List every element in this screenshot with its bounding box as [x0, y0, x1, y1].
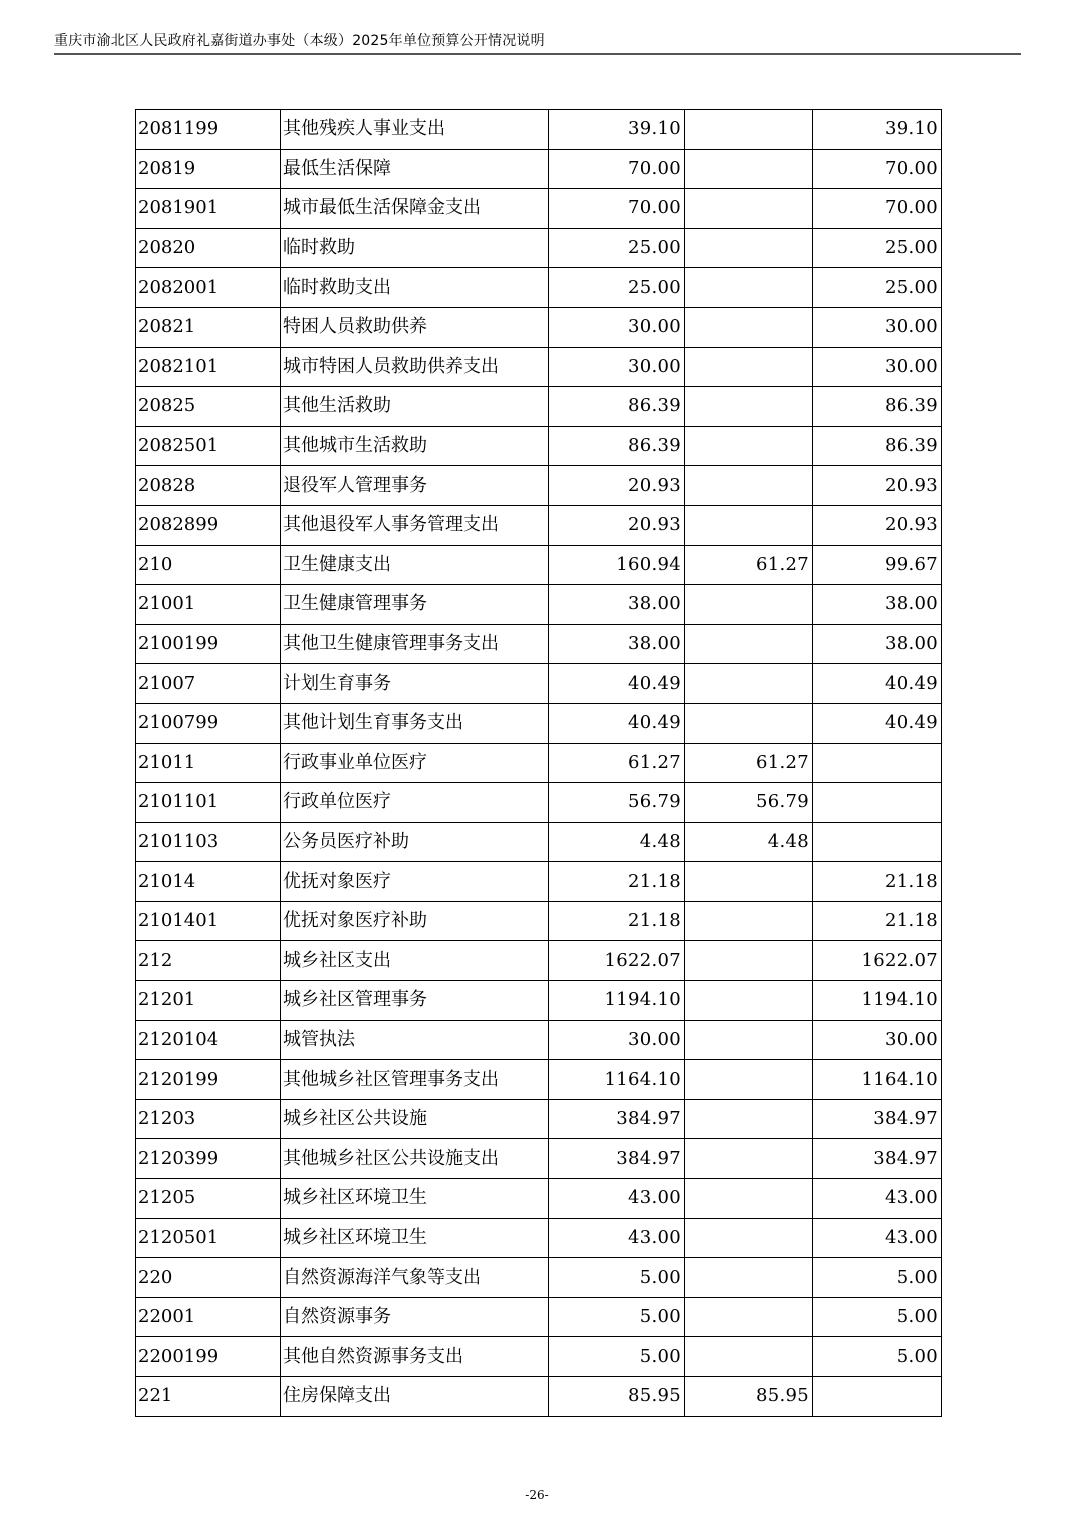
- total-amount-cell: 38.00: [549, 585, 685, 625]
- function-code-cell: 21007: [136, 664, 281, 704]
- table-row: [136, 1099, 942, 1139]
- function-code-cell: 2081901: [136, 189, 281, 229]
- project-expenditure-cell: 30.00: [813, 307, 942, 347]
- function-code-cell: 21014: [136, 862, 281, 902]
- total-amount-cell: 43.00: [549, 1218, 685, 1258]
- project-expenditure-cell: 99.67: [813, 545, 942, 585]
- header-divider: [54, 53, 1021, 55]
- basic-expenditure-cell: [685, 268, 813, 308]
- page-header-title: 重庆市渝北区人民政府礼嘉街道办事处（本级）2025年单位预算公开情况说明: [54, 33, 545, 49]
- basic-expenditure-cell: 85.95: [685, 1377, 813, 1417]
- table-row: [136, 149, 942, 189]
- total-amount-cell: 39.10: [549, 110, 685, 150]
- project-expenditure-cell: [813, 1377, 942, 1417]
- table-row: [136, 981, 942, 1021]
- project-expenditure-cell: 5.00: [813, 1337, 942, 1377]
- total-amount-cell: 20.93: [549, 466, 685, 506]
- table-row: [136, 901, 942, 941]
- function-name-cell: 其他自然资源事务支出: [281, 1337, 549, 1377]
- table-row: [136, 1337, 942, 1377]
- total-amount-cell: 30.00: [549, 1020, 685, 1060]
- total-amount-cell: 25.00: [549, 268, 685, 308]
- total-amount-cell: 40.49: [549, 703, 685, 743]
- function-name-cell: 行政单位医疗: [281, 783, 549, 823]
- function-name-cell: 城管执法: [281, 1020, 549, 1060]
- project-expenditure-cell: 70.00: [813, 189, 942, 229]
- project-expenditure-cell: 1194.10: [813, 981, 942, 1021]
- basic-expenditure-cell: 61.27: [685, 545, 813, 585]
- function-name-cell: 临时救助支出: [281, 268, 549, 308]
- project-expenditure-cell: 30.00: [813, 347, 942, 387]
- function-code-cell: 21201: [136, 981, 281, 1021]
- project-expenditure-cell: 30.00: [813, 1020, 942, 1060]
- function-name-cell: 计划生育事务: [281, 664, 549, 704]
- function-name-cell: 城乡社区环境卫生: [281, 1179, 549, 1219]
- budget-table: [135, 109, 942, 1417]
- function-code-cell: 2100199: [136, 624, 281, 664]
- basic-expenditure-cell: [685, 307, 813, 347]
- function-code-cell: 210: [136, 545, 281, 585]
- basic-expenditure-cell: 56.79: [685, 783, 813, 823]
- project-expenditure-cell: 43.00: [813, 1179, 942, 1219]
- function-code-cell: 2120104: [136, 1020, 281, 1060]
- function-name-cell: 自然资源事务: [281, 1297, 549, 1337]
- project-expenditure-cell: 86.39: [813, 387, 942, 427]
- total-amount-cell: 1622.07: [549, 941, 685, 981]
- basic-expenditure-cell: [685, 1099, 813, 1139]
- project-expenditure-cell: 40.49: [813, 703, 942, 743]
- total-amount-cell: 4.48: [549, 822, 685, 862]
- table-row: [136, 466, 942, 506]
- project-expenditure-cell: 384.97: [813, 1099, 942, 1139]
- basic-expenditure-cell: [685, 1139, 813, 1179]
- function-name-cell: 住房保障支出: [281, 1377, 549, 1417]
- total-amount-cell: 5.00: [549, 1297, 685, 1337]
- table-row: [136, 1139, 942, 1179]
- table-row: [136, 110, 942, 150]
- project-expenditure-cell: [813, 743, 942, 783]
- total-amount-cell: 384.97: [549, 1099, 685, 1139]
- table-row: [136, 703, 942, 743]
- function-code-cell: 22001: [136, 1297, 281, 1337]
- function-name-cell: 城市最低生活保障金支出: [281, 189, 549, 229]
- total-amount-cell: 70.00: [549, 189, 685, 229]
- table-row: [136, 1258, 942, 1298]
- function-name-cell: 最低生活保障: [281, 149, 549, 189]
- basic-expenditure-cell: [685, 862, 813, 902]
- project-expenditure-cell: 21.18: [813, 901, 942, 941]
- table-row: [136, 347, 942, 387]
- basic-expenditure-cell: [685, 1020, 813, 1060]
- total-amount-cell: 70.00: [549, 149, 685, 189]
- basic-expenditure-cell: [685, 347, 813, 387]
- function-name-cell: 临时救助: [281, 228, 549, 268]
- project-expenditure-cell: 40.49: [813, 664, 942, 704]
- project-expenditure-cell: [813, 783, 942, 823]
- table-row: [136, 189, 942, 229]
- project-expenditure-cell: 5.00: [813, 1297, 942, 1337]
- function-name-cell: 优抚对象医疗补助: [281, 901, 549, 941]
- table-row: [136, 743, 942, 783]
- basic-expenditure-cell: 4.48: [685, 822, 813, 862]
- function-name-cell: 行政事业单位医疗: [281, 743, 549, 783]
- function-code-cell: 2082899: [136, 505, 281, 545]
- basic-expenditure-cell: [685, 505, 813, 545]
- basic-expenditure-cell: [685, 1060, 813, 1100]
- function-code-cell: 20828: [136, 466, 281, 506]
- function-code-cell: 21011: [136, 743, 281, 783]
- project-expenditure-cell: 25.00: [813, 228, 942, 268]
- table-row: [136, 664, 942, 704]
- total-amount-cell: 5.00: [549, 1337, 685, 1377]
- function-name-cell: 其他生活救助: [281, 387, 549, 427]
- total-amount-cell: 30.00: [549, 307, 685, 347]
- function-code-cell: 2101103: [136, 822, 281, 862]
- function-name-cell: 自然资源海洋气象等支出: [281, 1258, 549, 1298]
- basic-expenditure-cell: [685, 426, 813, 466]
- function-code-cell: 2120501: [136, 1218, 281, 1258]
- table-row: [136, 1377, 942, 1417]
- total-amount-cell: 21.18: [549, 901, 685, 941]
- project-expenditure-cell: 70.00: [813, 149, 942, 189]
- function-code-cell: 220: [136, 1258, 281, 1298]
- total-amount-cell: 43.00: [549, 1179, 685, 1219]
- function-name-cell: 城乡社区支出: [281, 941, 549, 981]
- basic-expenditure-cell: [685, 1179, 813, 1219]
- function-name-cell: 其他退役军人事务管理支出: [281, 505, 549, 545]
- function-name-cell: 特困人员救助供养: [281, 307, 549, 347]
- function-name-cell: 其他城乡社区管理事务支出: [281, 1060, 549, 1100]
- function-code-cell: 2082101: [136, 347, 281, 387]
- table-row: [136, 387, 942, 427]
- table-row: [136, 1179, 942, 1219]
- function-code-cell: 212: [136, 941, 281, 981]
- table-row: [136, 307, 942, 347]
- basic-expenditure-cell: [685, 1297, 813, 1337]
- function-name-cell: 退役军人管理事务: [281, 466, 549, 506]
- table-row: [136, 585, 942, 625]
- function-code-cell: 20821: [136, 307, 281, 347]
- function-code-cell: 221: [136, 1377, 281, 1417]
- total-amount-cell: 1194.10: [549, 981, 685, 1021]
- project-expenditure-cell: 5.00: [813, 1258, 942, 1298]
- project-expenditure-cell: 20.93: [813, 466, 942, 506]
- project-expenditure-cell: 43.00: [813, 1218, 942, 1258]
- function-code-cell: 2120199: [136, 1060, 281, 1100]
- function-code-cell: 20819: [136, 149, 281, 189]
- project-expenditure-cell: 1164.10: [813, 1060, 942, 1100]
- total-amount-cell: 38.00: [549, 624, 685, 664]
- function-name-cell: 城市特困人员救助供养支出: [281, 347, 549, 387]
- function-code-cell: 2120399: [136, 1139, 281, 1179]
- function-name-cell: 城乡社区公共设施: [281, 1099, 549, 1139]
- function-code-cell: 2200199: [136, 1337, 281, 1377]
- table-row: [136, 1218, 942, 1258]
- table-row: [136, 783, 942, 823]
- function-code-cell: 2082001: [136, 268, 281, 308]
- basic-expenditure-cell: [685, 585, 813, 625]
- project-expenditure-cell: 38.00: [813, 585, 942, 625]
- table-row: [136, 1020, 942, 1060]
- function-code-cell: 2101101: [136, 783, 281, 823]
- page-number: -26-: [525, 1488, 549, 1502]
- function-name-cell: 其他卫生健康管理事务支出: [281, 624, 549, 664]
- table-row: [136, 624, 942, 664]
- function-name-cell: 其他计划生育事务支出: [281, 703, 549, 743]
- function-name-cell: 优抚对象医疗: [281, 862, 549, 902]
- basic-expenditure-cell: [685, 149, 813, 189]
- total-amount-cell: 86.39: [549, 426, 685, 466]
- table-row: [136, 941, 942, 981]
- total-amount-cell: 85.95: [549, 1377, 685, 1417]
- basic-expenditure-cell: [685, 664, 813, 704]
- basic-expenditure-cell: [685, 703, 813, 743]
- total-amount-cell: 30.00: [549, 347, 685, 387]
- table-row: [136, 268, 942, 308]
- project-expenditure-cell: [813, 822, 942, 862]
- basic-expenditure-cell: [685, 624, 813, 664]
- table-row: [136, 1297, 942, 1337]
- total-amount-cell: 61.27: [549, 743, 685, 783]
- basic-expenditure-cell: [685, 981, 813, 1021]
- total-amount-cell: 1164.10: [549, 1060, 685, 1100]
- total-amount-cell: 56.79: [549, 783, 685, 823]
- basic-expenditure-cell: [685, 189, 813, 229]
- total-amount-cell: 20.93: [549, 505, 685, 545]
- function-code-cell: 21203: [136, 1099, 281, 1139]
- basic-expenditure-cell: [685, 228, 813, 268]
- function-name-cell: 其他城乡社区公共设施支出: [281, 1139, 549, 1179]
- basic-expenditure-cell: [685, 1218, 813, 1258]
- project-expenditure-cell: 1622.07: [813, 941, 942, 981]
- total-amount-cell: 21.18: [549, 862, 685, 902]
- project-expenditure-cell: 384.97: [813, 1139, 942, 1179]
- function-code-cell: 20825: [136, 387, 281, 427]
- table-row: [136, 545, 942, 585]
- table-row: [136, 505, 942, 545]
- function-name-cell: 其他残疾人事业支出: [281, 110, 549, 150]
- function-name-cell: 城乡社区管理事务: [281, 981, 549, 1021]
- function-code-cell: 2101401: [136, 901, 281, 941]
- basic-expenditure-cell: 61.27: [685, 743, 813, 783]
- total-amount-cell: 40.49: [549, 664, 685, 704]
- basic-expenditure-cell: [685, 1258, 813, 1298]
- total-amount-cell: 160.94: [549, 545, 685, 585]
- total-amount-cell: 25.00: [549, 228, 685, 268]
- function-name-cell: 卫生健康管理事务: [281, 585, 549, 625]
- function-name-cell: 其他城市生活救助: [281, 426, 549, 466]
- basic-expenditure-cell: [685, 941, 813, 981]
- function-code-cell: 2081199: [136, 110, 281, 150]
- basic-expenditure-cell: [685, 1337, 813, 1377]
- function-code-cell: 21001: [136, 585, 281, 625]
- total-amount-cell: 86.39: [549, 387, 685, 427]
- total-amount-cell: 384.97: [549, 1139, 685, 1179]
- table-row: [136, 228, 942, 268]
- basic-expenditure-cell: [685, 466, 813, 506]
- project-expenditure-cell: 39.10: [813, 110, 942, 150]
- function-code-cell: 2082501: [136, 426, 281, 466]
- function-name-cell: 卫生健康支出: [281, 545, 549, 585]
- basic-expenditure-cell: [685, 387, 813, 427]
- table-row: [136, 822, 942, 862]
- project-expenditure-cell: 86.39: [813, 426, 942, 466]
- basic-expenditure-cell: [685, 110, 813, 150]
- table-row: [136, 862, 942, 902]
- project-expenditure-cell: 21.18: [813, 862, 942, 902]
- project-expenditure-cell: 38.00: [813, 624, 942, 664]
- function-code-cell: 21205: [136, 1179, 281, 1219]
- project-expenditure-cell: 20.93: [813, 505, 942, 545]
- function-code-cell: 2100799: [136, 703, 281, 743]
- table-row: [136, 426, 942, 466]
- function-code-cell: 20820: [136, 228, 281, 268]
- table-row: [136, 1060, 942, 1100]
- project-expenditure-cell: 25.00: [813, 268, 942, 308]
- function-name-cell: 城乡社区环境卫生: [281, 1218, 549, 1258]
- basic-expenditure-cell: [685, 901, 813, 941]
- budget-table-body: [136, 110, 942, 1417]
- function-name-cell: 公务员医疗补助: [281, 822, 549, 862]
- total-amount-cell: 5.00: [549, 1258, 685, 1298]
